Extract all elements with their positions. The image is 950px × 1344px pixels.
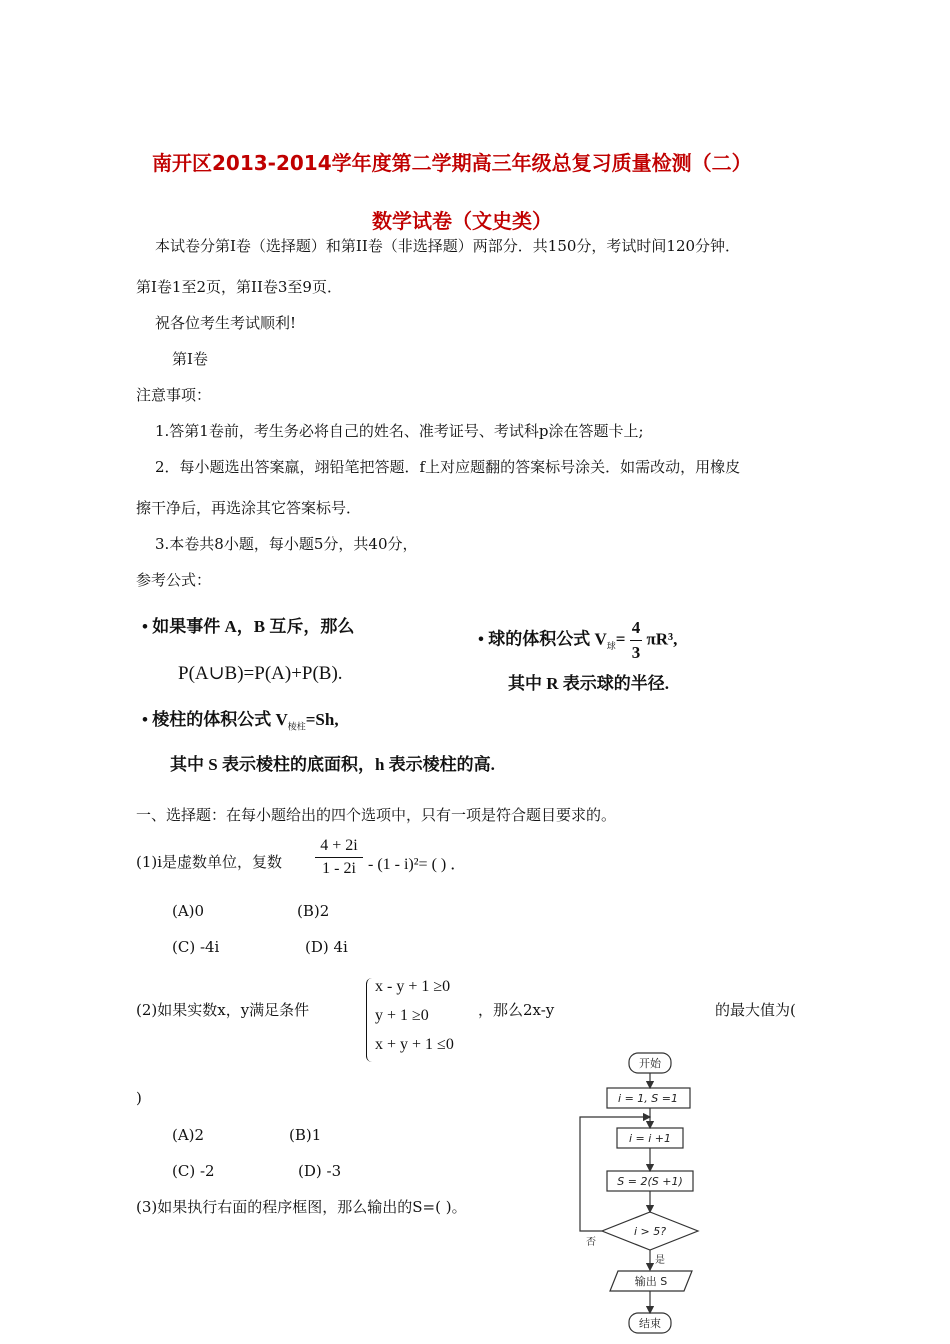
q2-condition-system	[366, 978, 487, 1062]
flow-init-label: i = 1, S =1	[618, 1092, 678, 1105]
formula-prism-note: 其中 S 表示棱柱的底面积，h 表示棱柱的高.	[170, 755, 495, 774]
formula-union-probability: P(A∪B)=P(A)+P(B).	[178, 663, 343, 684]
sphere-volume-rest: πR³,	[646, 629, 678, 649]
q2-close-paren: )	[136, 1089, 142, 1107]
q1-option-c: (C) -4i	[172, 938, 220, 956]
q2-condition-2: y + 1 ≥0	[375, 1007, 429, 1024]
flow-end-label: 结束	[639, 1317, 661, 1330]
q2-option-c: (C) -2	[172, 1162, 215, 1180]
part-1-label: 第Ⅰ卷	[172, 350, 208, 368]
q1-option-b: (B)2	[297, 902, 330, 920]
intro-line-1: 本试卷分第Ⅰ卷（选择题）和第II卷（非选择题）两部分．共150分，考试时间120分钟．	[155, 237, 741, 255]
q2-condition-1: x - y + 1 ≥0	[375, 978, 451, 995]
q2-condition-3: x + y + 1 ≤0	[375, 1036, 454, 1053]
notice-3: 3.本卷共8小题，每小题5分，共40分，	[155, 535, 418, 553]
flow-increment-label: i = i +1	[628, 1132, 672, 1145]
prism-volume-rest: =Sh,	[305, 710, 339, 729]
sphere-volume-equals: =	[615, 629, 626, 649]
q3-stem: (3)如果执行右面的程序框图，那么输出的S=( )。	[136, 1198, 467, 1216]
flow-start-label: 开始	[639, 1057, 661, 1070]
section-1-heading: 一、选择题：在每小题给出的四个选项中，只有一项是符合题目要求的。	[136, 806, 617, 824]
flow-yes-label: 是	[655, 1255, 665, 1266]
q1-option-a: (A)0	[172, 902, 205, 920]
sphere-volume-subscript: 球	[606, 640, 616, 651]
intro-wish: 祝各位考生考试顺利!	[155, 314, 297, 332]
flow-update-label: S = 2(S +1)	[617, 1175, 683, 1188]
prism-volume-subscript: 棱柱	[287, 721, 306, 732]
reference-title: 参考公式：	[136, 571, 212, 589]
flow-decision-label: i > 5?	[633, 1225, 667, 1238]
sphere-fraction-denominator: 3	[631, 643, 641, 662]
sphere-volume-label: • 球的体积公式 V	[478, 629, 607, 649]
exam-subtitle: 数学试卷（文史类）	[372, 209, 552, 233]
intro-line-2: 第Ⅰ卷1至2页，第II卷3至9页．	[136, 278, 342, 296]
q2-stem: (2)如果实数x，y满足条件	[136, 1001, 310, 1019]
sphere-fraction-numerator: 4	[630, 618, 643, 641]
notice-title: 注意事项：	[136, 386, 212, 404]
sphere-volume-fraction	[630, 618, 643, 663]
q1-expression-rest: - (1 - i)²= ( ) ．	[368, 856, 467, 873]
flow-output-label: 输出 S	[634, 1275, 668, 1288]
q2-option-d: (D) -3	[298, 1162, 342, 1180]
notice-2-b: 擦干净后，再选涂其它答案标号．	[136, 499, 362, 517]
prism-volume-label: • 棱柱的体积公式 V	[142, 710, 288, 729]
q1-option-d: (D) 4i	[305, 938, 348, 956]
exam-title: 南开区2013-2014学年度第二学期高三年级总复习质量检测（二）	[152, 151, 752, 175]
q1-numerator: 4 + 2i	[315, 837, 363, 858]
flow-no-label: 否	[586, 1237, 596, 1248]
formula-exclusive-events: • 如果事件 A，B 互斥，那么	[142, 617, 355, 636]
q1-denominator: 1 - 2i	[322, 860, 356, 877]
formula-prism-volume	[142, 705, 339, 732]
q1-fraction	[315, 837, 363, 878]
notice-2-a: 2．每小题选出答案羸，翊铅笔把答题．f上对应题翻的答案标号涂关．如需改动，用橡皮	[155, 458, 741, 476]
q2-question-end: 的最大值为(	[715, 1001, 796, 1019]
q2-option-b: (B)1	[289, 1126, 322, 1144]
q1-stem: (1)i是虚数单位，复数	[136, 853, 283, 871]
notice-1: 1.答第1卷前，考生务必将自己的姓名、准考证号、考试科p涂在答题卡上;	[155, 422, 644, 440]
formula-sphere-volume	[478, 618, 677, 663]
q2-objective: ，那么2x-y	[478, 1001, 555, 1019]
q2-option-a: (A)2	[172, 1126, 205, 1144]
formula-sphere-radius-note: 其中 R 表示球的半径.	[508, 674, 670, 693]
program-flowchart	[570, 1045, 710, 1344]
